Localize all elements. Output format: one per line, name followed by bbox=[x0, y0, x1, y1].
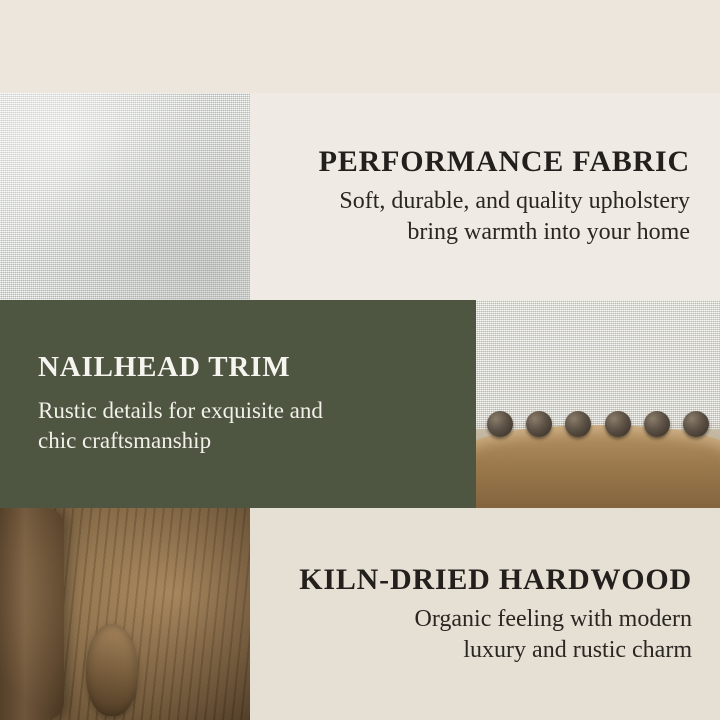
nailhead-stud-row bbox=[476, 404, 720, 444]
nailhead-stud bbox=[605, 411, 631, 437]
kiln-dried-hardwood-body-line1: Organic feeling with modern bbox=[414, 605, 692, 632]
nailhead-trim-body-line1: Rustic details for exquisite and bbox=[38, 397, 323, 423]
feature-row-kiln-dried-hardwood bbox=[0, 508, 720, 720]
top-band bbox=[0, 0, 720, 93]
kiln-dried-hardwood-heading: KILN-DRIED HARDWOOD bbox=[299, 562, 692, 596]
kiln-dried-hardwood-text-panel bbox=[250, 508, 720, 720]
performance-fabric-body-line1: Soft, durable, and quality upholstery bbox=[339, 188, 690, 215]
feature-row-performance-fabric bbox=[0, 93, 720, 300]
carved-wood-furniture-leg-photo bbox=[0, 508, 250, 720]
performance-fabric-body-line2: bring warmth into your home bbox=[407, 219, 690, 245]
performance-fabric-text-panel bbox=[250, 93, 720, 300]
photo-shading bbox=[0, 508, 250, 720]
woven-fabric-swatch-photo bbox=[0, 93, 250, 300]
performance-fabric-heading: PERFORMANCE FABRIC bbox=[318, 145, 690, 179]
nailhead-studs-on-upholstery-photo bbox=[476, 300, 720, 508]
feature-row-nailhead-trim bbox=[0, 300, 720, 508]
nailhead-stud bbox=[487, 411, 513, 437]
nailhead-trim-body-line2: chic craftsmanship bbox=[38, 427, 212, 453]
nailhead-stud bbox=[644, 411, 670, 437]
nailhead-trim-heading: NAILHEAD TRIM bbox=[38, 350, 291, 383]
kiln-dried-hardwood-body-line2: luxury and rustic charm bbox=[463, 636, 692, 663]
nailhead-stud bbox=[683, 411, 709, 437]
nailhead-stud bbox=[565, 411, 591, 437]
nailhead-trim-text-panel bbox=[0, 300, 476, 508]
nailhead-stud bbox=[526, 411, 552, 437]
